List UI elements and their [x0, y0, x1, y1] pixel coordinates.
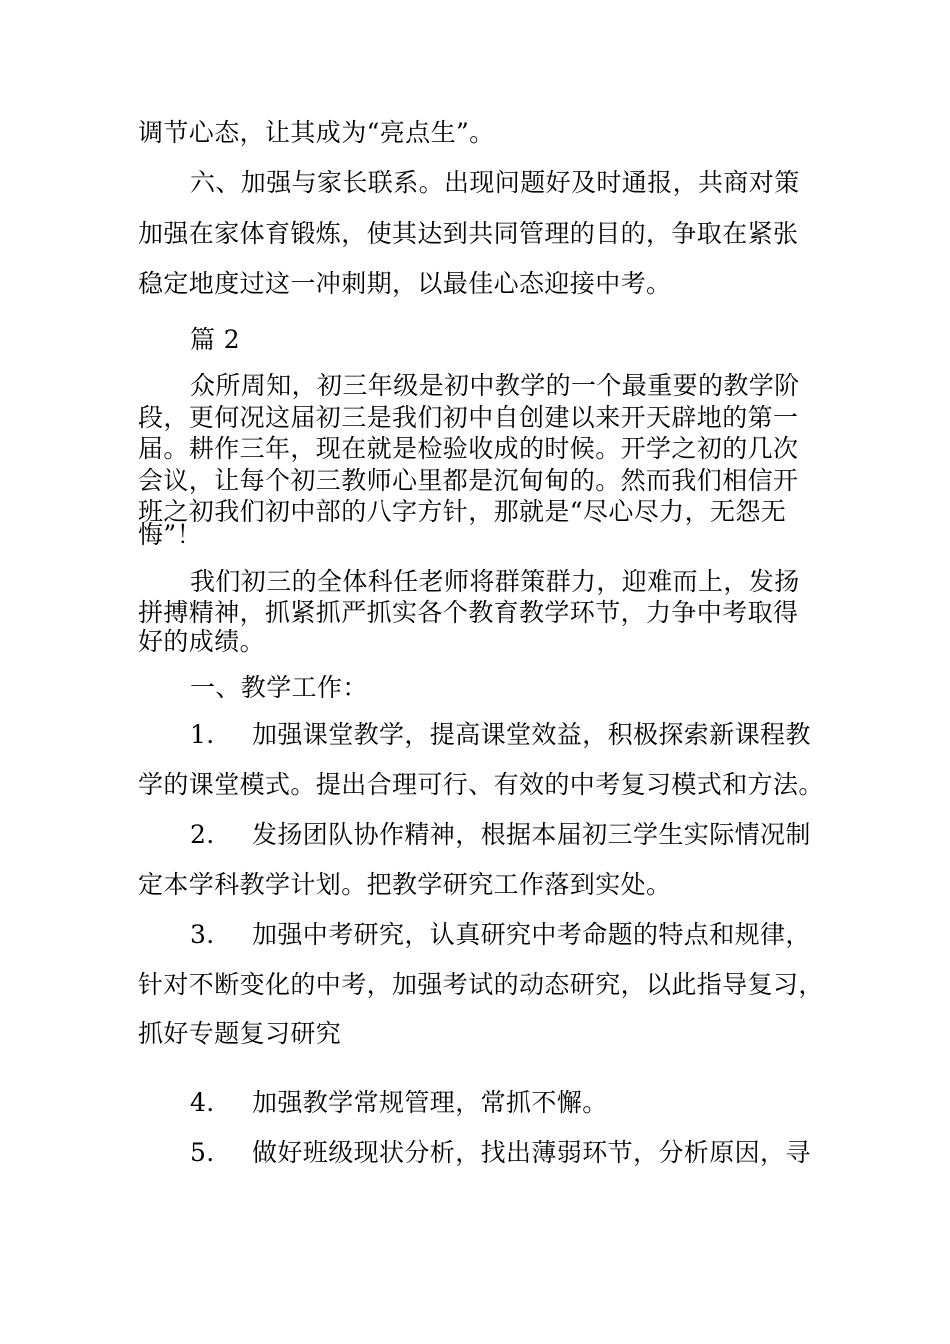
paragraph-line: 届。耕作三年，现在就是检验收成的时候。开学之初的几次 [138, 434, 799, 463]
list-item [0, 920, 950, 950]
paragraph-line: 我们初三的全体科任老师将群策群力，迎难而上，发扬 [190, 567, 800, 596]
list-item-number: 5. [190, 1138, 215, 1167]
paragraph-line: 悔”！ [138, 520, 202, 549]
list-item-text: 做好班级现状分析，找出薄弱环节，分析原因，寻 [252, 1138, 811, 1167]
paragraph-line: 六、加强与家长联系。出现问题好及时通报，共商对策 [190, 168, 800, 197]
paragraph-line: 稳定地度过这一冲刺期，以最佳心态迎接中考。 [138, 269, 672, 298]
paragraph-line: 好的成绩。 [138, 627, 266, 656]
paragraph-line: 调节心态，让其成为“亮点生”。 [138, 118, 495, 147]
paragraph-line: 拼搏精神，抓紧抓严抓实各个教育教学环节，力争中考取得 [138, 598, 799, 627]
list-item-text: 发扬团队协作精神，根据本届初三学生实际情况制 [252, 820, 811, 849]
section-heading: 一、教学工作： [190, 673, 368, 702]
list-item-number: 4. [190, 1088, 215, 1117]
list-item [0, 820, 950, 850]
paragraph-line: 定本学科教学计划。把教学研究工作落到实处。 [138, 870, 672, 899]
paragraph-line: 抓好专题复习研究 [138, 1019, 342, 1048]
paragraph-line: 班之初我们初中部的八字方针，那就是“尽心尽力，无怨无 [138, 497, 787, 526]
paragraph-line: 针对不断变化的中考，加强考试的动态研究，以此指导复习， [138, 970, 824, 999]
list-item [0, 1088, 950, 1118]
list-item-number: 2. [190, 820, 215, 849]
list-item-text: 加强中考研究，认真研究中考命题的特点和规律， [252, 920, 811, 949]
paragraph-line: 段，更何况这届初三是我们初中自创建以来开天辟地的第一 [138, 403, 799, 432]
paragraph-line: 会议，让每个初三教师心里都是沉甸甸的。然而我们相信开 [138, 466, 799, 495]
paragraph-line: 学的课堂模式。提出合理可行、有效的中考复习模式和方法。 [138, 770, 824, 799]
list-item-text: 加强课堂教学，提高课堂效益，积极探索新课程教 [252, 720, 811, 749]
list-item-number: 1. [190, 720, 215, 749]
list-item [0, 720, 950, 750]
paragraph-line: 众所周知，初三年级是初中教学的一个最重要的教学阶 [190, 371, 800, 400]
list-item [0, 1138, 950, 1168]
list-item-number: 3. [190, 920, 215, 949]
paragraph-line: 加强在家体育锻炼，使其达到共同管理的目的，争取在紧张 [138, 219, 799, 248]
list-item-text: 加强教学常规管理，常抓不懈。 [252, 1088, 608, 1117]
section-title: 篇 2 [190, 325, 241, 354]
